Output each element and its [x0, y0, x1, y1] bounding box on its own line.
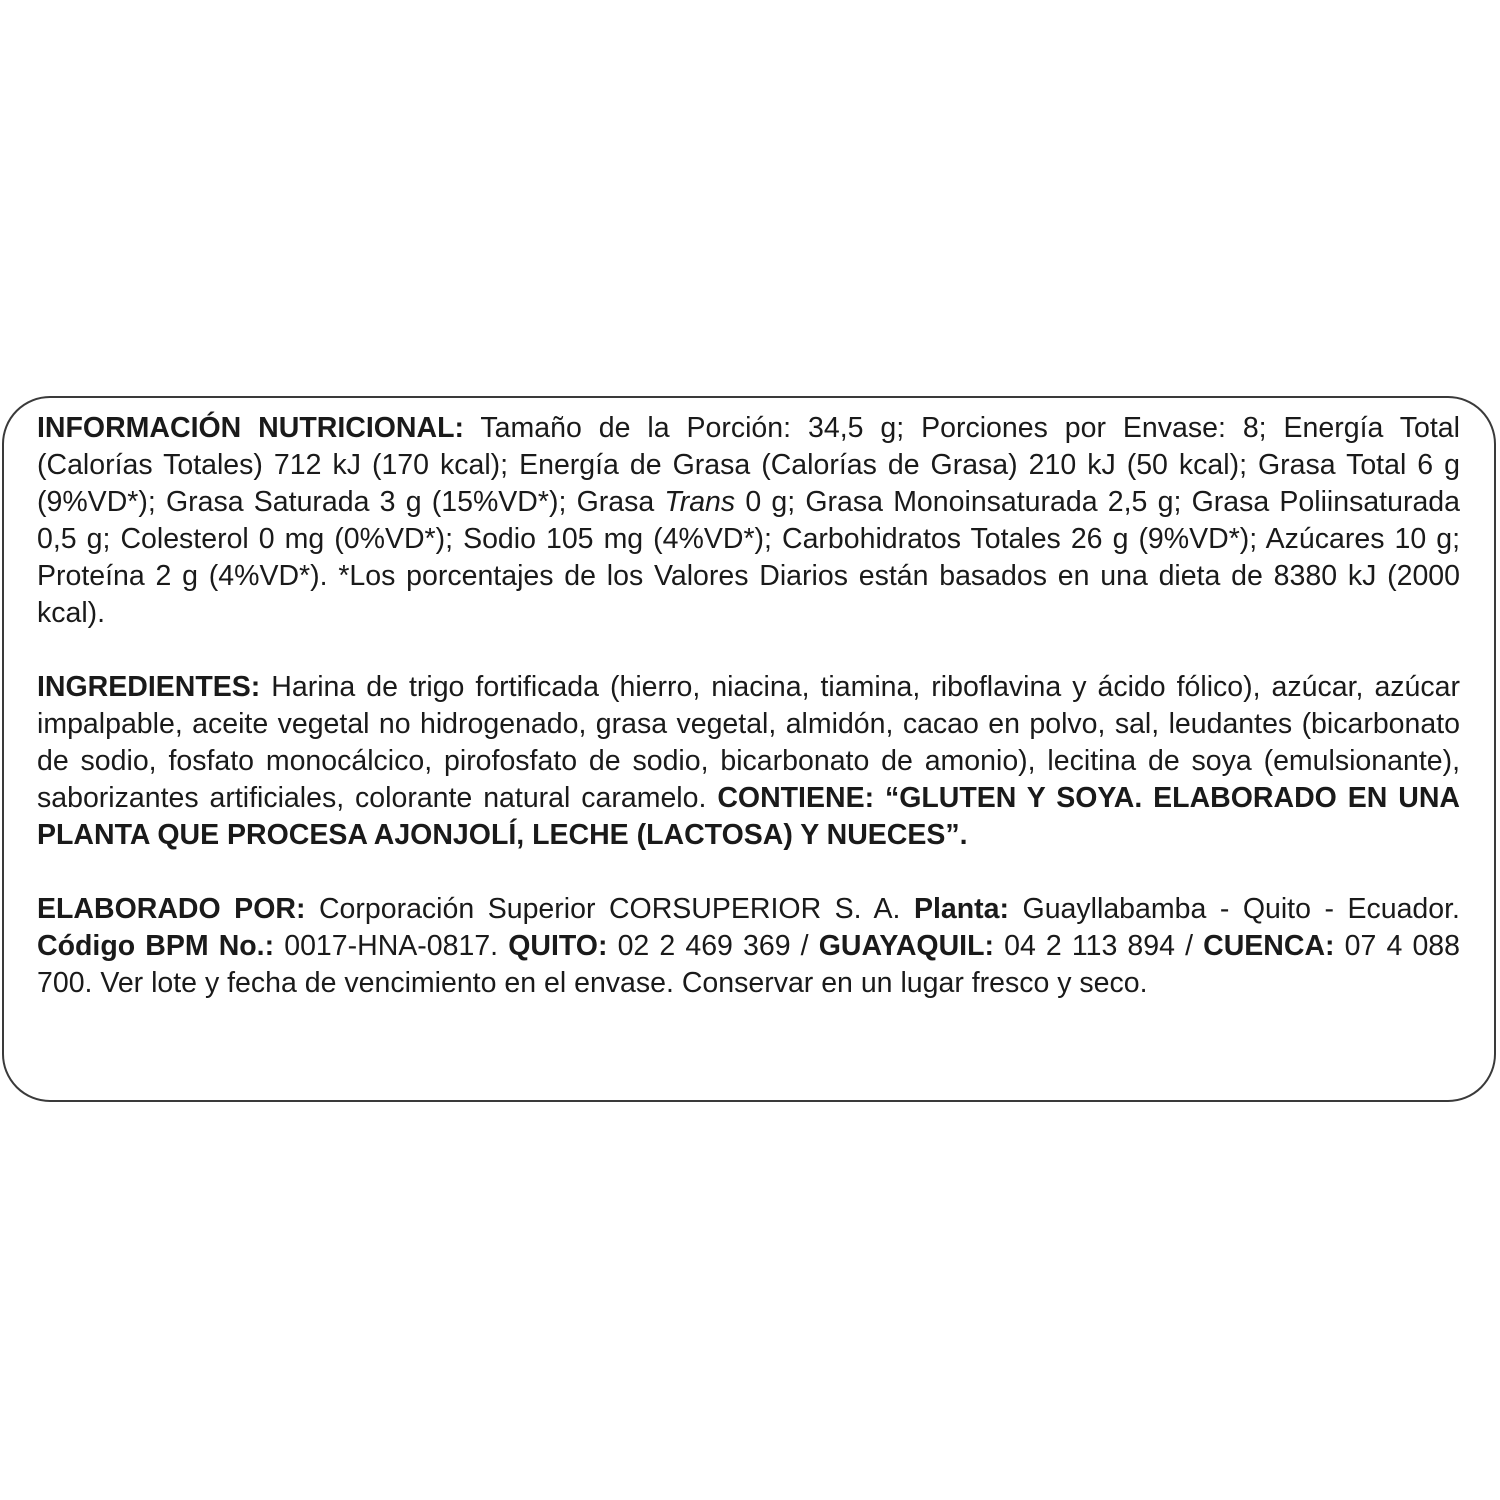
ingredients-text: Harina de trigo fortificada (hierro, niacina, tiamina, riboflavina y ácido fólico), azúcar, azúcar impalpable, aceite vegetal no hidrogenado, grasa vegetal, almidón, cacao en polvo, sal, leudantes (bicarbonato de sodio, fosfato monocálcico, pirofosfato de sodio, bicarbonato de amonio), lecitina de soya (emulsionante), saborizantes artificiales, colorante natural caramelo.	[37, 671, 1460, 814]
cuenca-phone-label: CUENCA:	[1203, 930, 1335, 962]
nutrition-text-part-1: Tamaño de la Porción: 34,5 g; Porciones por Envase: 8; Energía Total (Calorías Totales) 712 kJ (170 kcal); Energía de Grasa (Calorías de Grasa) 210 kJ (50 kcal); Grasa Total 6 g (9%VD*); Grasa Saturada 3 g (15%VD*); Grasa	[37, 412, 1460, 518]
allergen-warning: CONTIENE: “GLUTEN Y SOYA. ELABORADO EN UNA PLANTA QUE PROCESA AJONJOLÍ, LECHE (LACTOSA) Y NUECES”.	[37, 782, 1461, 851]
guayaquil-phone-label: GUAYAQUIL:	[818, 930, 994, 962]
quito-phone-label: QUITO:	[508, 930, 608, 962]
quito-phone-value: 02 2 469 369 /	[607, 930, 819, 962]
nutrition-heading: INFORMACIÓN NUTRICIONAL:	[37, 412, 464, 444]
plant-value: Guayllabamba - Quito - Ecuador.	[1009, 893, 1476, 925]
label-content	[37, 410, 1476, 1002]
bpm-label: Código BPM No.:	[37, 930, 275, 962]
cuenca-phone-value: 07 4 088 700. Ver lote y fecha de vencimiento en el envase. Conservar en un lugar fresco y seco.	[37, 930, 1460, 999]
manufacturer-paragraph	[37, 891, 1476, 1002]
nutrition-text-part-2: 0 g; Grasa Monoinsaturada 2,5 g; Grasa Poliinsaturada 0,5 g; Colesterol 0 mg (0%VD*); Sodio 105 mg (4%VD*); Carbohidratos Totales 26 g (9%VD*); Azúcares 10 g; Proteína 2 g (4%VD*). *Los porcentajes de los Valores Diarios están basados en una dieta de 8380 kJ (2000 kcal).	[37, 486, 1460, 629]
ingredients-heading: INGREDIENTES:	[37, 671, 261, 703]
ingredients-paragraph	[37, 669, 1460, 854]
guayaquil-phone-value: 04 2 113 894 /	[993, 930, 1204, 962]
nutrition-trans-word: Trans	[664, 486, 736, 518]
manufacturer-heading: ELABORADO POR:	[37, 893, 306, 925]
plant-label: Planta:	[913, 893, 1010, 925]
manufacturer-company: Corporación Superior CORSUPERIOR S. A.	[305, 893, 914, 925]
nutrition-paragraph	[37, 410, 1460, 632]
bpm-value: 0017-HNA-0817.	[274, 930, 509, 962]
